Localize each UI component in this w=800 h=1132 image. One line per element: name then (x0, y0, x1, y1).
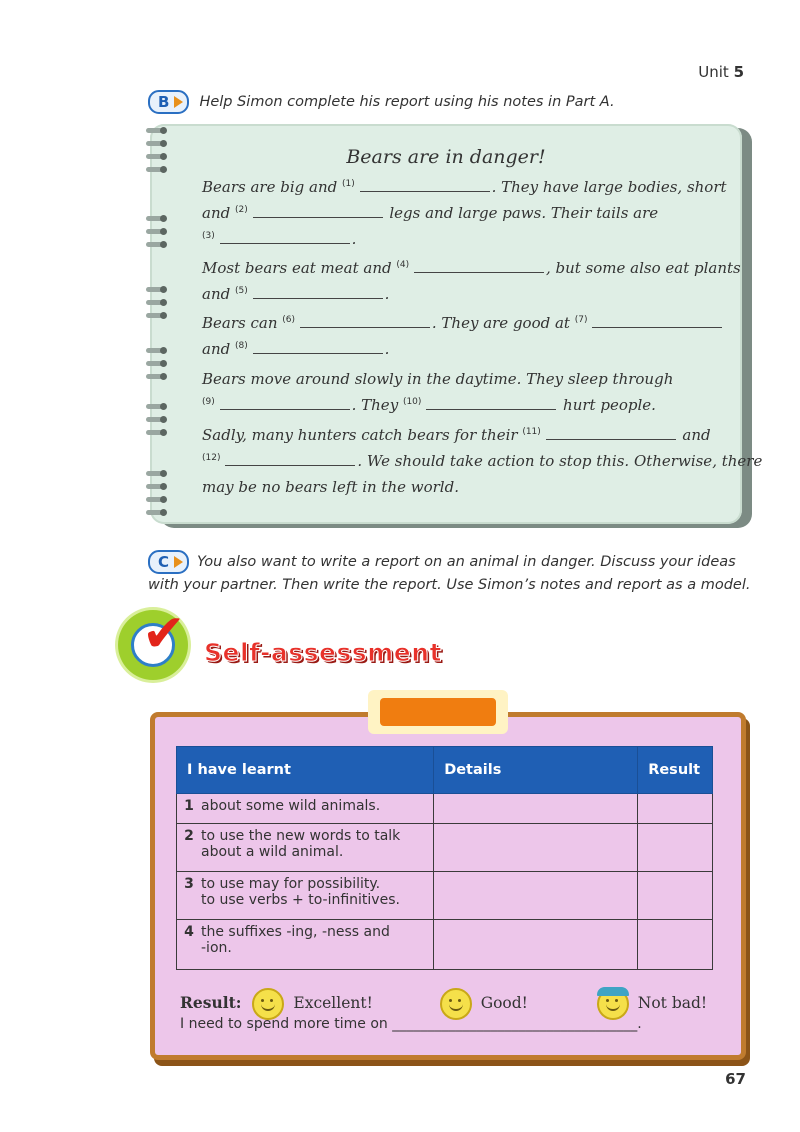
report-text: Bears are big and (202, 178, 342, 196)
section-b-instruction: Help Simon complete his report using his notes in Part A. (199, 94, 615, 110)
ring-icon (146, 216, 170, 222)
report-text: . (351, 230, 357, 248)
checkmark-logo-icon: ✔ (118, 610, 188, 680)
report-line (202, 340, 389, 358)
ring-icon (146, 361, 170, 367)
answer-blank[interactable] (300, 315, 430, 328)
learnt-line: about some wild animals. (201, 798, 381, 814)
ring-icon (146, 348, 170, 354)
answer-blank[interactable] (414, 260, 544, 273)
ring-icon (146, 471, 170, 477)
self-assessment-title: Self-assessment (204, 638, 442, 667)
blank-number: (7) (574, 315, 591, 325)
learnt-line: to use may for possibility. (201, 876, 381, 892)
section-b-heading (148, 90, 615, 114)
report-line (202, 285, 389, 303)
board-tab (368, 690, 508, 734)
ring-icon (146, 287, 170, 293)
report-text: and (677, 426, 711, 444)
ring-icon (146, 229, 170, 235)
answer-blank[interactable] (220, 231, 350, 244)
blank-number: (12) (202, 453, 224, 463)
report-text: . They are good at (431, 314, 575, 332)
details-cell[interactable] (434, 920, 638, 970)
blank-number: (10) (402, 397, 425, 407)
page-number: 67 (725, 1070, 746, 1088)
learnt-item (195, 872, 434, 920)
arrow-icon (174, 556, 183, 568)
ring-icon (146, 374, 170, 380)
report-text: . (384, 340, 390, 358)
blank-number: (11) (522, 427, 544, 437)
learnt-line: to use the new words to talk (201, 828, 401, 844)
report-line (202, 478, 459, 496)
ring-icon (146, 300, 170, 306)
learnt-line: the suffixes -ing, -ness and (201, 924, 390, 940)
report-text: Most bears eat meat and (202, 259, 397, 277)
result-good: Good! (480, 994, 528, 1012)
report-text: and (202, 340, 235, 358)
section-c-heading (148, 550, 750, 593)
details-cell[interactable] (434, 794, 638, 824)
report-text: and (202, 285, 235, 303)
arrow-icon (174, 96, 183, 108)
learnt-line: to use verbs + to-infinitives. (201, 892, 400, 908)
ring-icon (146, 242, 170, 248)
report-line (202, 178, 727, 196)
ring-icon (146, 128, 170, 134)
row-number: 2 (177, 824, 196, 872)
ring-icon (146, 510, 170, 516)
table-row (177, 920, 713, 970)
answer-blank[interactable] (360, 179, 490, 192)
header-i-have-learnt: I have learnt (177, 747, 434, 794)
answer-blank[interactable] (220, 397, 350, 410)
blank-number: (5) (234, 286, 251, 296)
blank-number: (1) (341, 179, 358, 189)
ring-icon (146, 404, 170, 410)
section-b-badge (148, 90, 189, 114)
report-line (202, 230, 356, 248)
report-text: Sadly, many hunters catch bears for their (202, 426, 523, 444)
need-text: I need to spend more time on (180, 1016, 393, 1032)
learnt-line: about a wild animal. (201, 844, 344, 860)
need-blank[interactable]: ___________________________________. (392, 1016, 642, 1032)
unit-text: Unit (698, 63, 729, 81)
row-number: 3 (177, 872, 196, 920)
ring-icon (146, 313, 170, 319)
badge-letter: B (158, 93, 170, 111)
report-text: . We should take action to stop this. Otherwise, there (357, 452, 763, 470)
table-row (177, 794, 713, 824)
row-number: 4 (177, 920, 196, 970)
report-line (202, 396, 656, 414)
details-cell[interactable] (434, 824, 638, 872)
learnt-item (195, 794, 434, 824)
section-c-instruction-1: You also want to write a report on an animal in danger. Discuss your ideas (197, 554, 736, 570)
answer-blank[interactable] (225, 453, 355, 466)
report-text: legs and large paws. Their tails are (384, 204, 659, 222)
learnt-item (195, 824, 434, 872)
blank-number: (6) (282, 315, 298, 325)
answer-blank[interactable] (426, 397, 556, 410)
learnt-item (195, 920, 434, 970)
answer-blank[interactable] (546, 427, 676, 440)
report-text: and (202, 204, 235, 222)
report-line (202, 204, 658, 222)
blank-number: (2) (234, 205, 251, 215)
need-more-time (180, 1016, 642, 1032)
answer-blank[interactable] (253, 341, 383, 354)
blank-number: (4) (396, 260, 412, 270)
blank-number: (9) (202, 397, 218, 407)
blank-number: (8) (234, 341, 251, 351)
report-text: hurt people. (558, 396, 656, 414)
answer-blank[interactable] (253, 205, 383, 218)
table-header-row (177, 747, 713, 794)
report-text: . (384, 285, 390, 303)
section-c-badge (148, 550, 189, 574)
report-text: Bears move around slowly in the daytime. They sleep through (202, 370, 674, 388)
learnt-line: -ion. (201, 940, 232, 956)
result-cell[interactable] (638, 872, 713, 920)
report-line (202, 314, 724, 332)
report-line (202, 259, 741, 277)
report-line (202, 370, 673, 388)
header-result: Result (638, 747, 713, 794)
result-cell[interactable] (638, 824, 713, 872)
report-text: . They have large bodies, short (491, 178, 727, 196)
ring-icon (146, 484, 170, 490)
answer-blank[interactable] (592, 315, 722, 328)
table-row (177, 824, 713, 872)
report-line (202, 426, 711, 444)
ring-icon (146, 417, 170, 423)
badge-letter: C (158, 553, 170, 571)
section-c-instruction-2: with your partner. Then write the report. Use Simon’s notes and report as a model. (148, 577, 751, 593)
ring-icon (146, 497, 170, 503)
result-excellent: Excellent! (293, 994, 373, 1012)
header-details: Details (434, 747, 638, 794)
result-cell[interactable] (638, 920, 713, 970)
blank-number: (3) (202, 231, 218, 241)
report-text: . They (351, 396, 403, 414)
report-title: Bears are in danger! (346, 146, 546, 168)
ring-icon (146, 430, 170, 436)
row-number: 1 (177, 794, 196, 824)
details-cell[interactable] (434, 872, 638, 920)
table-row (177, 872, 713, 920)
report-text: Bears can (202, 314, 283, 332)
result-not-bad: Not bad! (637, 994, 708, 1012)
result-cell[interactable] (638, 794, 713, 824)
report-line (202, 452, 762, 470)
report-text: , but some also eat plants (545, 259, 741, 277)
unit-label (698, 63, 744, 81)
report-text: may be no bears left in the world. (202, 478, 459, 496)
result-label: Result: (180, 993, 242, 1012)
self-assessment-table (176, 746, 713, 970)
answer-blank[interactable] (253, 286, 383, 299)
unit-number: 5 (733, 63, 744, 81)
